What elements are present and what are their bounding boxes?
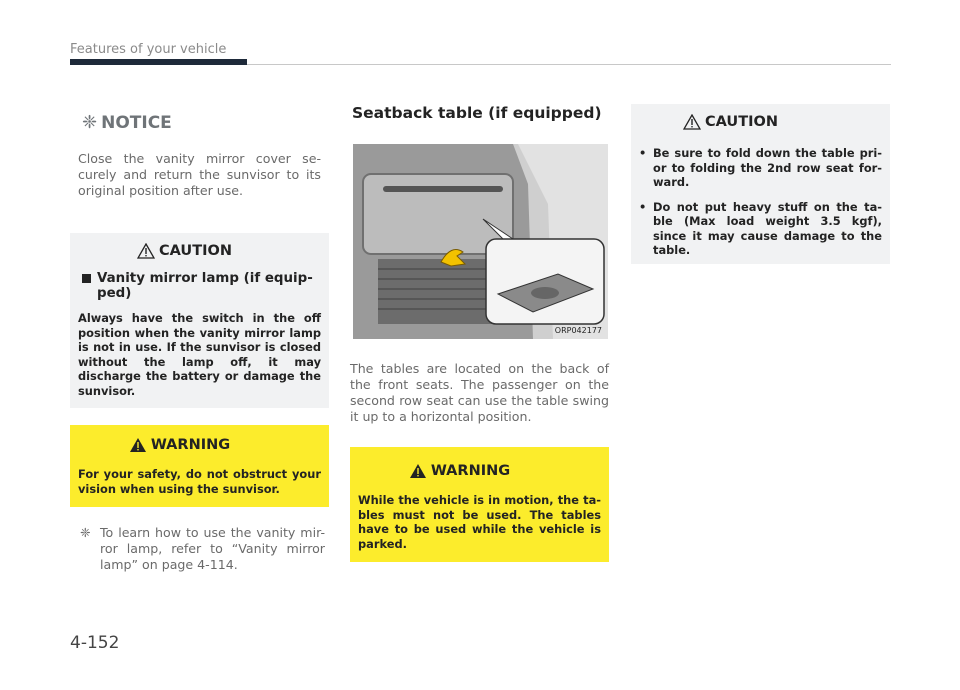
- list-item: [639, 200, 882, 258]
- warning-triangle-icon: [129, 437, 147, 453]
- figure-code: ORP042177: [554, 326, 602, 335]
- seatback-text: The tables are located on the back of the front seats. The passenger on the second row seat can use the table swing it up to a horizontal position.: [350, 361, 609, 424]
- section-title: Seatback table (if equipped): [352, 104, 602, 122]
- bullet-dot-icon: •: [639, 199, 647, 214]
- caution-box-table: [631, 104, 890, 264]
- bullet-dot-icon: •: [639, 146, 647, 160]
- asterisk-icon: ❈: [82, 112, 98, 133]
- warning-text: While the vehicle is in motion, the ta-bles must not be used. The tables have to be used while the vehicle is parked.: [358, 493, 601, 551]
- warning-box-table: [350, 447, 609, 562]
- caution-bullet-list: [639, 146, 882, 258]
- seatback-table-figure: [353, 144, 608, 339]
- caution-heading: [579, 114, 882, 130]
- page-number: 4-152: [70, 633, 120, 653]
- caution-box-vanity-lamp: [70, 233, 329, 408]
- reference-text: To learn how to use the vanity mir-ror lamp, refer to “Vanity mirror lamp” on page 4-114.: [100, 525, 325, 572]
- column-right: [631, 104, 890, 264]
- bullet-text: Do not put heavy stuff on the ta-ble (Max load weight 3.5 kgf), since it may cause damage to the table.: [653, 199, 882, 257]
- reference-note: [80, 525, 325, 573]
- caution-title: CAUTION: [159, 243, 232, 259]
- column-middle: [350, 104, 609, 562]
- caution-subheading: [82, 271, 321, 301]
- column-left: [70, 112, 329, 573]
- warning-text: For your safety, do not obstruct your vision when using the sunvisor.: [78, 467, 321, 496]
- notice-title: NOTICE: [101, 112, 172, 133]
- caution-title: CAUTION: [705, 114, 778, 130]
- caution-triangle-icon: [683, 114, 701, 130]
- warning-heading: [318, 463, 601, 479]
- header-rule: [247, 64, 891, 65]
- square-bullet-icon: [82, 274, 91, 283]
- caution-subtitle: Vanity mirror lamp (if equip-ped): [97, 271, 313, 301]
- warning-triangle-icon: [409, 463, 427, 479]
- caution-text: Always have the switch in the off position when the vanity mirror lamp is not in use. If the sunvisor is closed without the lamp off, it may discharge the battery or damage the sunvisor.: [78, 311, 321, 398]
- notice-text: Close the vanity mirror cover se-curely and return the sunvisor to its original position after use.: [78, 151, 321, 198]
- reference-mark: ❈: [80, 525, 91, 540]
- warning-title: WARNING: [430, 463, 511, 479]
- caution-triangle-icon: [137, 243, 155, 259]
- header-bar: [70, 59, 247, 65]
- list-item: [639, 146, 882, 190]
- caution-heading: [48, 243, 321, 259]
- warning-heading: [38, 437, 321, 453]
- notice-heading: [82, 112, 329, 133]
- seatback-table-illustration: [353, 144, 608, 339]
- bullet-text: Be sure to fold down the table pri-or to folding the 2nd row seat for-ward.: [653, 146, 882, 189]
- warning-box-sunvisor: [70, 425, 329, 507]
- warning-title: WARNING: [150, 437, 231, 453]
- section-header: Features of your vehicle: [70, 42, 227, 57]
